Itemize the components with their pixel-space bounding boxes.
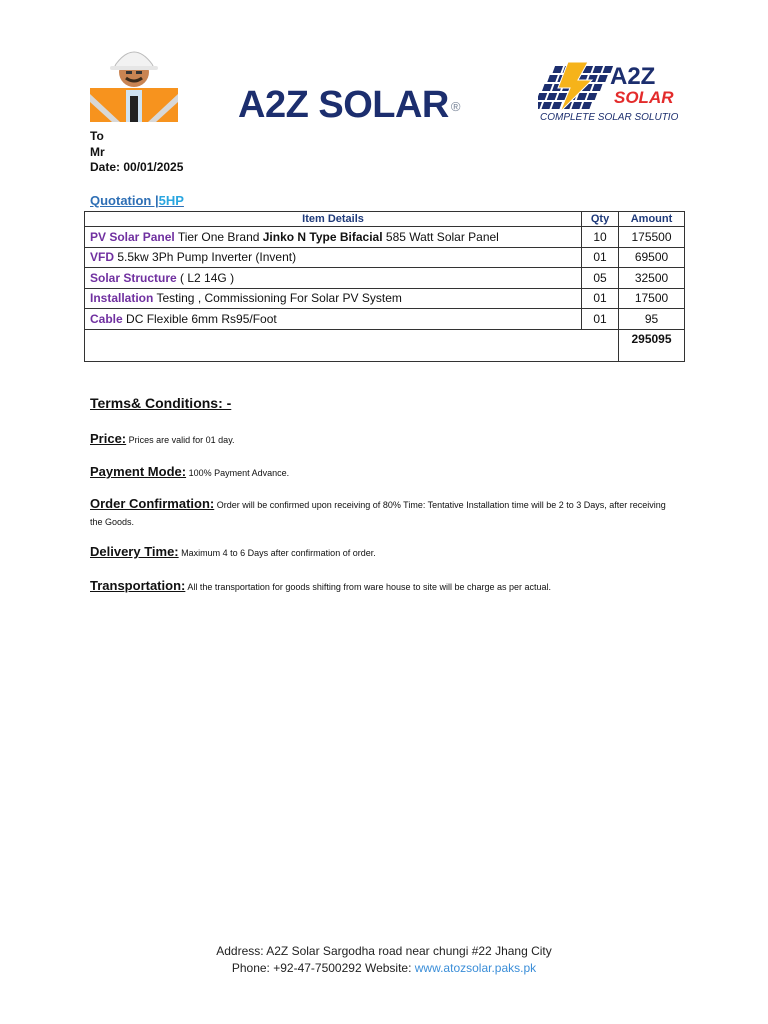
term-payment bbox=[90, 463, 680, 481]
footer bbox=[0, 943, 768, 977]
table-row bbox=[85, 247, 685, 268]
item-cell bbox=[85, 309, 582, 330]
footer-address: Address: A2Z Solar Sargodha road near chungi #22 Jhang City bbox=[216, 944, 552, 958]
logo-tagline: COMPLETE SOLAR SOLUTION bbox=[540, 112, 678, 123]
amount-cell: 32500 bbox=[619, 268, 685, 289]
registered-mark: ® bbox=[450, 99, 460, 115]
term-transport bbox=[90, 577, 680, 595]
logo-sub: SOLAR bbox=[614, 88, 674, 107]
term-order-label: Order Confirmation: bbox=[90, 496, 215, 511]
term-price-text: Prices are valid for 01 day. bbox=[126, 435, 235, 445]
brand-title-text: A2Z SOLAR bbox=[238, 84, 449, 126]
total-row bbox=[85, 329, 685, 361]
footer-contact bbox=[0, 960, 768, 977]
footer-phone: Phone: +92-47-7500292 Website: bbox=[231, 961, 415, 975]
item-label: Installation bbox=[90, 291, 154, 306]
item-label: Cable bbox=[90, 311, 123, 326]
term-payment-label: Payment Mode: bbox=[90, 464, 187, 479]
terms-heading: Terms& Conditions: - bbox=[90, 395, 232, 411]
mr-line: Mr bbox=[90, 144, 105, 159]
term-delivery bbox=[90, 543, 680, 561]
logo-name: A2Z bbox=[610, 63, 656, 90]
amount-cell: 175500 bbox=[619, 227, 685, 248]
term-price bbox=[90, 430, 680, 448]
term-order-text: Order will be confirmed upon receiving of 80% Time: Tentative Installation time will be 2 to 3 Days, after receiving the Goods. bbox=[90, 500, 666, 527]
item-bold-text: Jinko N Type Bifacial bbox=[262, 229, 383, 244]
footer-website-link[interactable]: www.atozsolar.paks.pk bbox=[414, 961, 537, 975]
header-item-details: Item Details bbox=[85, 212, 582, 227]
quotation-title bbox=[90, 193, 184, 208]
amount-cell: 69500 bbox=[619, 247, 685, 268]
table-row bbox=[85, 288, 685, 309]
amount-cell: 17500 bbox=[619, 288, 685, 309]
to-line: To bbox=[90, 129, 104, 143]
term-delivery-label: Delivery Time: bbox=[90, 544, 179, 559]
worker-mascot-image bbox=[90, 44, 180, 122]
term-order bbox=[90, 496, 680, 530]
item-cell bbox=[85, 227, 582, 248]
item-text: ( L2 14G ) bbox=[176, 270, 235, 285]
table-row bbox=[85, 227, 685, 248]
brand-title bbox=[238, 84, 460, 127]
company-logo bbox=[538, 58, 678, 124]
amount-cell: 95 bbox=[619, 309, 685, 330]
table-row bbox=[85, 268, 685, 289]
qty-cell: 01 bbox=[582, 247, 619, 268]
item-text: Testing , Commissioning For Solar PV System bbox=[153, 291, 402, 306]
term-transport-label: Transportation: bbox=[90, 578, 186, 593]
quotation-label: Quotation | bbox=[90, 193, 159, 208]
table-row bbox=[85, 309, 685, 330]
item-label: VFD bbox=[90, 250, 114, 265]
item-text-tail: 585 Watt Solar Panel bbox=[382, 229, 499, 244]
item-label: Solar Structure bbox=[90, 270, 177, 285]
total-empty-cell bbox=[85, 329, 619, 361]
items-table bbox=[84, 211, 685, 362]
item-cell bbox=[85, 268, 582, 289]
date-line: Date: 00/01/2025 bbox=[90, 160, 184, 174]
term-delivery-text: Maximum 4 to 6 Days after confirmation of order. bbox=[178, 548, 376, 558]
total-amount: 295095 bbox=[619, 329, 685, 361]
quotation-system: 5HP bbox=[158, 193, 184, 208]
qty-cell: 10 bbox=[582, 227, 619, 248]
item-text: Tier One Brand bbox=[174, 229, 263, 244]
recipient-block bbox=[90, 129, 183, 176]
item-text: DC Flexible 6mm Rs95/Foot bbox=[122, 311, 277, 326]
header-amount: Amount bbox=[619, 212, 685, 227]
table-header-row bbox=[85, 212, 685, 227]
item-text: 5.5kw 3Ph Pump Inverter (Invent) bbox=[114, 250, 297, 265]
qty-cell: 01 bbox=[582, 309, 619, 330]
item-cell bbox=[85, 288, 582, 309]
term-price-label: Price: bbox=[90, 431, 127, 446]
item-label: PV Solar Panel bbox=[90, 229, 175, 244]
qty-cell: 01 bbox=[582, 288, 619, 309]
qty-cell: 05 bbox=[582, 268, 619, 289]
term-transport-text: All the transportation for goods shifting from ware house to site will be charge as per actual. bbox=[185, 582, 552, 592]
header-qty: Qty bbox=[582, 212, 619, 227]
item-cell bbox=[85, 247, 582, 268]
term-payment-text: 100% Payment Advance. bbox=[186, 468, 290, 478]
